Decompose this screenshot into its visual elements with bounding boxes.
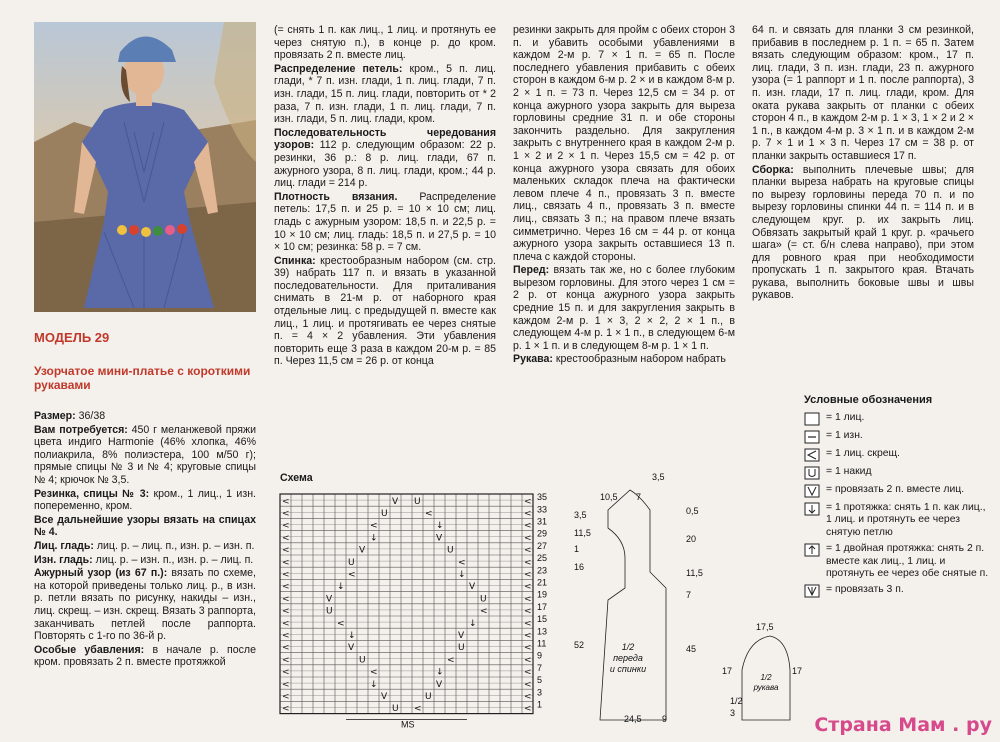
- paragraph-label: Последовательность чередования узоров:: [274, 126, 496, 152]
- paragraph: [34, 488, 256, 513]
- legend-item-text: = провязать 2 п. вместе лиц.: [826, 484, 965, 495]
- legend-item-text: = 1 лиц. скрещ.: [826, 448, 900, 459]
- legend-item: [804, 543, 994, 580]
- chart-edge-symbol: <: [524, 569, 532, 580]
- model-photo: [34, 22, 256, 312]
- model-subtitle: Узорчатое мини-платье с короткими рукавами: [34, 364, 251, 392]
- chart-edge-symbol: <: [282, 655, 290, 666]
- dimension-label: 11,5: [574, 528, 591, 538]
- chart-stitch-symbol: ↓: [370, 679, 378, 690]
- dimension-label: 45: [686, 644, 697, 654]
- chart-row-number: 7: [537, 662, 543, 673]
- chart-edge-symbol: <: [282, 521, 290, 532]
- chart-edge-symbol: <: [524, 545, 532, 556]
- dimension-label: 10,5: [600, 492, 618, 502]
- dimension-label: 17: [722, 666, 733, 676]
- paragraph: [274, 191, 496, 254]
- chart-stitch-symbol: ↓: [458, 569, 466, 580]
- chart-stitch-symbol: U: [447, 545, 454, 556]
- chart-edge-symbol: <: [524, 557, 532, 568]
- paragraph-label: Рукава:: [513, 353, 553, 366]
- chart-edge-symbol: <: [524, 704, 532, 715]
- double-dec-icon: [804, 543, 820, 557]
- paragraph-text: (= снять 1 п. как лиц., 1 лиц. и протянуть ее через снятую п.), в конце р. до кром. провязать 2 п. вместе лиц.: [274, 24, 496, 62]
- chart-edge-symbol: <: [524, 594, 532, 605]
- chart-stitch-symbol: U: [425, 691, 432, 702]
- chart-stitch-symbol: <: [480, 606, 488, 617]
- paragraph-text: вязать по схеме, на которой приведены только лиц. р., в изн. р. петли вязать по рисунку, накиды – изн., лиц. скрещ. – изн. скрещ. Вязать 3 раппорта, заканчивать петлей после раппорта. Повторять с 1-го по 36-й р.: [34, 567, 256, 643]
- paragraph: [752, 24, 974, 163]
- paragraph-label: Перед:: [513, 264, 550, 277]
- paragraph: [274, 63, 496, 126]
- chart-stitch-symbol: U: [348, 557, 355, 568]
- dimension-label: 17: [792, 666, 803, 676]
- paragraph-label: Размер:: [34, 410, 76, 422]
- legend-items: [804, 412, 994, 598]
- legend-item-text: = 1 лиц.: [826, 412, 865, 423]
- paragraph-text: выполнить плечевые швы; для планки выреза набрать на круговые спицы по вырезу горловины переда 70 п. и по вырезу горловины спинки 44 п. = 114 п. и в следующем круг. р. их закрыть лиц. Обвязать закрытый край 1 круг. р. «рачьего шага» (= ст. б/н слева направо), при этом для ровного края при необходимости пропускать 1 п. закрытого края. Втачать рукава, выполнить боковые швы и швы рукавов.: [752, 163, 974, 302]
- chart-edge-symbol: <: [282, 545, 290, 556]
- chart-row-number: 15: [537, 614, 548, 625]
- chart-row-number: 11: [537, 638, 547, 649]
- paragraph-text: лиц. р. – лиц. п., изн. р. – изн. п.: [93, 539, 255, 552]
- chart-edge-symbol: <: [282, 618, 290, 629]
- chart-edge-symbol: <: [282, 643, 290, 654]
- chart-stitch-symbol: <: [447, 655, 455, 666]
- legend-item: [804, 448, 994, 462]
- dimension-label: 17,5: [756, 622, 774, 632]
- chart-row-number: 23: [537, 565, 548, 576]
- chart-stitch-symbol: V: [392, 496, 399, 507]
- dimension-label: 20: [686, 534, 697, 544]
- chart-stitch-symbol: V: [381, 691, 388, 702]
- legend: [804, 394, 994, 602]
- paragraph-label: Спинка:: [274, 254, 316, 267]
- paragraph: [34, 567, 256, 643]
- paragraph-label: Все дальнейшие узоры вязать на спицах № 4.: [34, 513, 256, 539]
- chart-edge-symbol: <: [282, 508, 290, 519]
- chart-edge-symbol: <: [524, 618, 532, 629]
- chart-stitch-symbol: <: [337, 618, 345, 629]
- chart-stitch-symbol: ↓: [348, 630, 356, 641]
- chart-edge-symbol: <: [282, 496, 290, 507]
- dimension-label: 52: [574, 640, 585, 650]
- chart-stitch-symbol: <: [458, 557, 466, 568]
- chart-stitch-symbol: ↓: [436, 521, 444, 532]
- paragraph-text: 112 р. следующим образом: 22 р. резинки, 36 р.: 8 р. лиц. глади, 67 п. ажурного узора, 8 п. лиц. глади, кром.; 44 р. лиц. глади = 214 р.: [274, 139, 496, 190]
- chart-stitch-symbol: U: [359, 655, 366, 666]
- chart-stitch-symbol: U: [480, 594, 487, 605]
- chart-row-number: 35: [537, 492, 548, 503]
- paragraph: [274, 255, 496, 368]
- chart-stitch-symbol: U: [381, 508, 388, 519]
- chart-edge-symbol: <: [282, 582, 290, 593]
- chart-edge-symbol: <: [524, 679, 532, 690]
- chart-row-number: 29: [537, 528, 548, 539]
- paragraph-label: Изн. гладь:: [34, 553, 93, 566]
- chart-stitch-symbol: <: [348, 569, 356, 580]
- paragraph-label: Резинка, спицы № 3:: [34, 487, 150, 500]
- scheme-title: Схема: [280, 472, 313, 484]
- paragraph: [34, 424, 256, 487]
- chart-row-number: 25: [537, 553, 548, 564]
- paragraph: [274, 24, 496, 62]
- body-piece-label: 1/2 переда и спинки: [609, 642, 647, 674]
- legend-title: Условные обозначения: [804, 394, 933, 406]
- dimension-label: 1/2: [730, 696, 743, 706]
- paragraph-text: крестообразным набором набрать: [552, 353, 726, 366]
- paragraph: [34, 554, 256, 567]
- chart-stitch-symbol: V: [326, 594, 333, 605]
- paragraph-text: 64 п. и связать для планки 3 см резинкой, прибавив в последнем р. 1 п. = 65 п. Затем вязать следующим образом: кром., 17 п. лиц. глади, 3 п. изн. глади, 23 п. ажурного узора (= 1 раппорт и 1 п. после раппорта), 3 п. изн. глади, 17 п. лиц. глади, кром. Для оката рукава закрыть от планки с обеих сторон 4 п., в каждом 2-м р. 1 × 3, 1 × 2 и 2 × 1 п., в каждом 4-м р. 3 × 1 п. и в каждом 2-м р. 7 × 1 и 1 × 3 п. Через 17 см = 38 р. от планки закрыть оставшиеся 17 п.: [752, 24, 974, 162]
- chart-edge-symbol: <: [282, 557, 290, 568]
- chart-stitch-symbol: V: [436, 533, 443, 544]
- legend-item: [804, 502, 994, 539]
- paragraph-label: Лиц. гладь:: [34, 539, 94, 552]
- paragraph-text: 450 г меланжевой пряжи цвета индиго Harmonie (46% хлопка, 46% полиакрила, 8% полиэстера, 100 м/50 г); прямые спицы № 3 и № 4; круговые спицы № 4; крючок № 3,5.: [34, 423, 256, 486]
- dimension-label: 3,5: [574, 510, 587, 520]
- skp-icon: [804, 502, 820, 516]
- chart-edge-symbol: <: [282, 606, 290, 617]
- chart-row-number: 21: [537, 577, 548, 588]
- chart-row-number: 5: [537, 675, 543, 686]
- paragraph-text: кром., 5 п. лиц. глади, * 7 п. изн. глади, 1 п. лиц. глади, 7 п. изн. глади, 15 п. лиц. глади, повторить от * 2 раза, 7 п. изн. глади, 1 п. лиц. глади, 7 п. изн. глади, 5 п. лиц. глади, кром.: [274, 62, 496, 126]
- chart-stitch-symbol: U: [414, 496, 421, 507]
- chart-row-number: 27: [537, 540, 548, 551]
- knitting-chart: [276, 488, 566, 730]
- dimension-label: 7: [636, 492, 642, 502]
- legend-item-text: = 1 изн.: [826, 430, 863, 441]
- paragraph: [513, 264, 735, 352]
- text-column-4: [752, 24, 974, 384]
- chart-stitch-symbol: V: [469, 582, 476, 593]
- dimension-label: 0,5: [686, 506, 699, 516]
- legend-item-text: = 1 накид: [826, 466, 872, 477]
- chart-stitch-symbol: U: [458, 643, 465, 654]
- dimension-label: 1: [574, 544, 580, 554]
- chart-edge-symbol: <: [524, 521, 532, 532]
- text-column-2: [274, 24, 496, 464]
- paragraph-text: резинки закрыть для пройм с обеих сторон 3 п. и убавить особыми убавлениями в каждом 2-м р. 7 × 1 п. = 65 п. После последнего убавления прибавить с обеих сторон в каждом 6-м р. 2 × и в каждом 8-м р. 2 × 1 п. = 73 п. Через 12,5 см = 34 р. от конца ажурного узора закрыть для выреза горловины средние 31 п. и обе стороны закончить раздельно. Для закругления закрыть с внутреннего края в каждом 2-м р. 1 × 2 и 2 × 1 п. Через 15,5 см = 42 р. от конца ажурного узора связать для обоих маленьких складок плеча на фактически левом плече 4 п., провязать 3 п. вместе лиц., связать 4 п., провязать 3 п. вместе лиц., связать 3 п.; на правом плече вязать симметрично. Через 16 см = 44 р. от конца ажурного узора закрыть оставшиеся 13 п. плеча с каждой стороны.: [513, 24, 735, 263]
- chart-stitch-symbol: <: [414, 704, 422, 715]
- text-column-1: [34, 410, 256, 742]
- chart-row-number: 33: [537, 504, 548, 515]
- legend-item: [804, 584, 994, 598]
- legend-item: [804, 430, 994, 444]
- paragraph-text: 36/38: [75, 410, 106, 422]
- chart-edge-symbol: <: [524, 691, 532, 702]
- chart-edge-symbol: <: [524, 667, 532, 678]
- paragraph-label: Особые убавления:: [34, 643, 145, 656]
- garment-pattern: [570, 470, 803, 732]
- chart-edge-symbol: <: [282, 704, 290, 715]
- paragraph-label: Распределение петель:: [274, 62, 403, 75]
- dimension-label: 11,5: [686, 568, 703, 578]
- paragraph: [513, 24, 735, 263]
- chart-edge-symbol: <: [524, 533, 532, 544]
- paragraph-label: Плотность вязания.: [274, 190, 398, 203]
- chart-rapport-label: MS: [401, 719, 415, 730]
- paragraph-text: Распределение петель: 17,5 п. и 25 р. = 10 × 10 см; лиц. гладь с ажурным узором: 18,5 п. и 22,5 р. = 10 × 10 см; лиц. гладь: 18,5 п. и 27,5 р. = 10 × 10 см; резинка: 58 р. = 7 см.: [274, 190, 496, 254]
- paragraph: [513, 353, 735, 366]
- chart-stitch-symbol: <: [370, 521, 378, 532]
- paragraph-label: Вам потребуется:: [34, 423, 128, 436]
- paragraph-text: вязать так же, но с более глубоким вырезом горловины. Для этого через 1 см = 2 р. от конца ажурного узора закрыть средние 15 п. и для закругления закрыть в каждом 2-м р. 1 × 3, 2 × 2, 2 × 1 п., в следующем 4-м р. 1 × 1 п., в следующем 6-м р. 1 × 1 п. и в следующем 8-м р. 1 × 1 п.: [513, 264, 735, 352]
- chart-stitch-symbol: V: [436, 679, 443, 690]
- model-title: МОДЕЛЬ 29: [34, 330, 110, 345]
- paragraph: [34, 410, 256, 423]
- legend-item-text: = провязать 3 п.: [826, 584, 904, 596]
- chart-stitch-symbol: V: [348, 643, 355, 654]
- cross-stitch-icon: [804, 448, 820, 462]
- chart-row-number: 17: [537, 601, 548, 612]
- chart-stitch-symbol: <: [425, 508, 433, 519]
- chart-edge-symbol: <: [282, 630, 290, 641]
- chart-edge-symbol: <: [524, 496, 532, 507]
- k2tog-icon: [804, 484, 820, 498]
- dimension-label: 16: [574, 562, 585, 572]
- chart-stitch-symbol: U: [326, 606, 333, 617]
- dimension-label: 7: [686, 590, 692, 600]
- paragraph: [34, 540, 256, 553]
- paragraph: [34, 644, 256, 669]
- chart-stitch-symbol: V: [458, 630, 465, 641]
- chart-edge-symbol: <: [524, 643, 532, 654]
- chart-row-number: 13: [537, 626, 548, 637]
- paragraph-label: Сборка:: [752, 163, 794, 176]
- site-watermark: Страна Мам . ру: [814, 714, 992, 736]
- legend-item-text: = 1 двойная протяжка: снять 2 п. вместе как лиц., 1 лиц. и протянуть ее через обе снятые п.: [826, 543, 989, 580]
- chart-stitch-symbol: V: [359, 545, 366, 556]
- empty-square-icon: [804, 412, 820, 426]
- chart-row-number: 1: [537, 699, 543, 710]
- dash-square-icon: [804, 430, 820, 444]
- chart-row-number: 19: [537, 589, 548, 600]
- chart-edge-symbol: <: [524, 655, 532, 666]
- chart-edge-symbol: <: [282, 667, 290, 678]
- chart-stitch-symbol: ↓: [370, 533, 378, 544]
- chart-stitch-symbol: ↓: [469, 618, 477, 629]
- paragraph: [34, 514, 256, 539]
- legend-item-text: = 1 протяжка: снять 1 п. как лиц., 1 лиц. и протянуть ее через снятую петлю: [826, 502, 986, 538]
- sleeve-piece-label: 1/2 рукава: [753, 673, 779, 692]
- paragraph-text: крестообразным набором (см. стр. 39) набрать 117 п. и вязать в указанной последовательности. Для приталивания снимать в 21-м р. от наборного края отдельные лиц. с предыдущей п. вместе как лиц., 1 лиц. и протягивать ее через снятые п. = 4 × 2 убавления. Эти убавления повторить еще 3 раза в каждом 20-м р. = 85 п. Через 11,5 см = 26 р. от конца: [274, 254, 496, 368]
- legend-item: [804, 412, 994, 426]
- chart-row-number: 3: [537, 687, 543, 698]
- dimension-label: 9: [662, 714, 668, 724]
- paragraph-text: кром., 1 лиц., 1 изн. попеременно, кром.: [34, 487, 256, 513]
- chart-stitch-symbol: ↓: [337, 582, 345, 593]
- dimension-label: 3,5: [652, 472, 665, 482]
- chart-stitch-symbol: ↓: [436, 667, 444, 678]
- chart-edge-symbol: <: [282, 594, 290, 605]
- paragraph: [752, 164, 974, 303]
- chart-edge-symbol: <: [282, 679, 290, 690]
- dimension-label: 3: [730, 708, 736, 718]
- chart-row-number: 31: [537, 516, 548, 527]
- chart-stitch-symbol: U: [392, 704, 399, 715]
- legend-item: [804, 466, 994, 480]
- paragraph: [274, 127, 496, 190]
- chart-edge-symbol: <: [524, 508, 532, 519]
- chart-edge-symbol: <: [524, 630, 532, 641]
- front-back-outline: [600, 490, 666, 720]
- chart-edge-symbol: <: [282, 569, 290, 580]
- chart-stitch-symbol: <: [370, 667, 378, 678]
- chart-edge-symbol: <: [524, 606, 532, 617]
- chart-edge-symbol: <: [282, 533, 290, 544]
- legend-item: [804, 484, 994, 498]
- yarn-over-icon: [804, 466, 820, 480]
- chart-row-number: 9: [537, 650, 543, 661]
- chart-edge-symbol: <: [282, 691, 290, 702]
- paragraph-label: Ажурный узор (из 67 п.):: [34, 567, 168, 580]
- paragraph-text: лиц. р. – изн. п., изн. р. – лиц. п.: [92, 553, 254, 566]
- dimension-label: 24,5: [624, 714, 642, 724]
- chart-edge-symbol: <: [524, 582, 532, 593]
- k3tog-icon: [804, 584, 820, 598]
- paragraph-text: в начале р. после кром. провязать 2 п. вместе протяжкой: [34, 643, 256, 669]
- text-column-3: [513, 24, 735, 464]
